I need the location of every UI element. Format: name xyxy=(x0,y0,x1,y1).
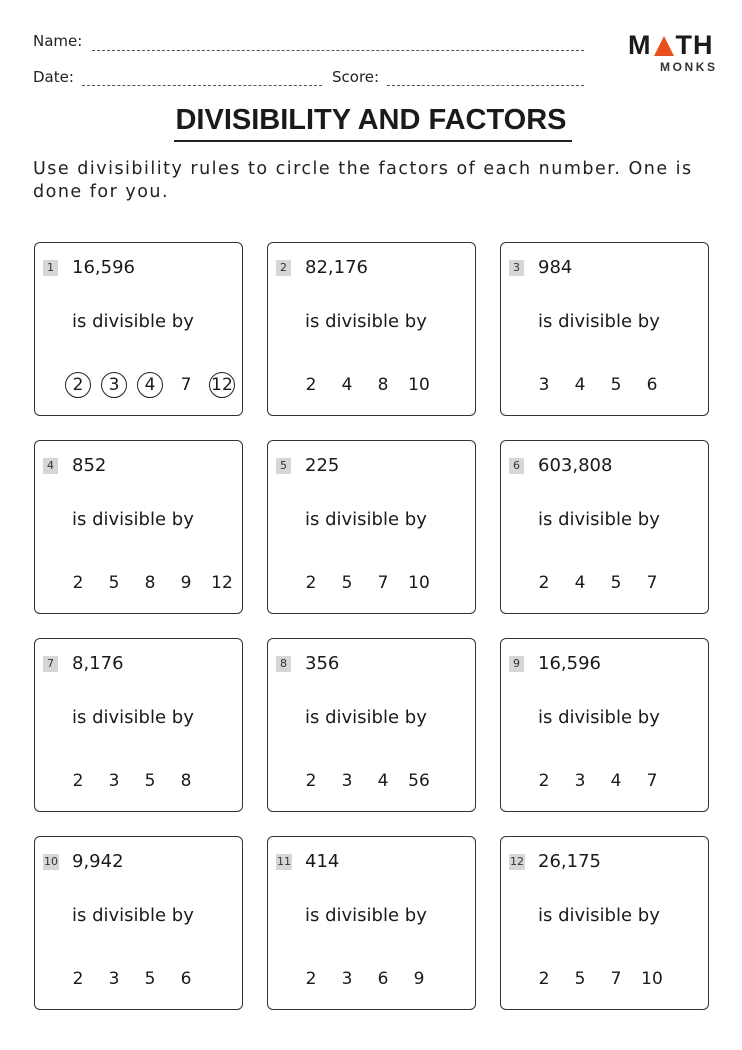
score-label: Score: xyxy=(332,68,380,86)
problem-prompt: is divisible by xyxy=(538,311,660,332)
problem-number: 3 xyxy=(509,260,524,276)
factor-option[interactable]: 12 xyxy=(211,573,233,593)
problem-card xyxy=(267,638,476,812)
math-monks-logo xyxy=(628,30,728,74)
factor-option-circled[interactable]: 4 xyxy=(137,372,163,398)
factor-option[interactable]: 6 xyxy=(377,969,389,989)
problem-card xyxy=(500,440,709,614)
factor-option[interactable]: 4 xyxy=(574,573,586,593)
problem-prompt: is divisible by xyxy=(72,311,194,332)
problem-prompt: is divisible by xyxy=(538,905,660,926)
factor-option[interactable]: 10 xyxy=(641,969,663,989)
problem-prompt: is divisible by xyxy=(538,707,660,728)
factor-option[interactable]: 10 xyxy=(408,375,430,395)
factor-option[interactable]: 2 xyxy=(72,573,84,593)
problem-card xyxy=(267,242,476,416)
title-underline xyxy=(174,140,572,142)
factor-option[interactable]: 5 xyxy=(108,573,120,593)
factor-option[interactable]: 2 xyxy=(305,573,317,593)
factor-option[interactable]: 3 xyxy=(341,771,353,791)
problem-card xyxy=(267,440,476,614)
factor-option[interactable]: 5 xyxy=(574,969,586,989)
date-label: Date: xyxy=(33,68,74,86)
factor-option[interactable]: 3 xyxy=(108,771,120,791)
problem-number: 2 xyxy=(276,260,291,276)
factor-option[interactable]: 2 xyxy=(305,375,317,395)
problem-value: 16,596 xyxy=(538,653,601,674)
factor-option-circled[interactable]: 12 xyxy=(209,372,235,398)
problem-prompt: is divisible by xyxy=(72,707,194,728)
problem-card xyxy=(500,638,709,812)
factor-option[interactable]: 9 xyxy=(180,573,192,593)
factor-option[interactable]: 5 xyxy=(144,969,156,989)
problem-value: 225 xyxy=(305,455,340,476)
problem-value: 26,175 xyxy=(538,851,601,872)
factor-option[interactable]: 4 xyxy=(341,375,353,395)
problem-prompt: is divisible by xyxy=(72,905,194,926)
factor-option[interactable]: 8 xyxy=(180,771,192,791)
factor-option[interactable]: 2 xyxy=(72,969,84,989)
problem-value: 356 xyxy=(305,653,340,674)
factor-option-circled[interactable]: 3 xyxy=(101,372,127,398)
factor-option[interactable]: 2 xyxy=(305,771,317,791)
problem-card xyxy=(34,638,243,812)
factor-option[interactable]: 10 xyxy=(408,573,430,593)
factor-option[interactable]: 6 xyxy=(180,969,192,989)
problem-prompt: is divisible by xyxy=(305,509,427,530)
factor-option[interactable]: 56 xyxy=(408,771,430,791)
factor-option[interactable]: 7 xyxy=(377,573,389,593)
problem-value: 603,808 xyxy=(538,455,613,476)
problem-number: 11 xyxy=(277,855,291,868)
problem-number: 5 xyxy=(276,458,291,474)
problem-number: 8 xyxy=(276,656,291,672)
problem-prompt: is divisible by xyxy=(538,509,660,530)
logo-text-right: TH xyxy=(675,30,714,60)
problem-value: 9,942 xyxy=(72,851,124,872)
problem-number: 9 xyxy=(509,656,524,672)
problem-number: 6 xyxy=(509,458,524,474)
factor-option[interactable]: 3 xyxy=(108,969,120,989)
instructions: Use divisibility rules to circle the factors of each number. One is done for you. xyxy=(33,159,693,202)
factor-option[interactable]: 6 xyxy=(646,375,658,395)
name-label: Name: xyxy=(33,32,83,50)
factor-option[interactable]: 2 xyxy=(538,969,550,989)
factor-option[interactable]: 2 xyxy=(538,771,550,791)
factor-option[interactable]: 4 xyxy=(610,771,622,791)
problem-prompt: is divisible by xyxy=(305,707,427,728)
factor-option[interactable]: 7 xyxy=(646,771,658,791)
factor-option[interactable]: 2 xyxy=(72,771,84,791)
factor-option[interactable]: 3 xyxy=(538,375,550,395)
page-title: DIVISIBILITY AND FACTORS xyxy=(175,104,567,136)
problem-number: 10 xyxy=(44,855,58,868)
factor-option[interactable]: 5 xyxy=(610,375,622,395)
triangle-logo-icon xyxy=(653,35,675,57)
problem-prompt: is divisible by xyxy=(72,509,194,530)
problem-prompt: is divisible by xyxy=(305,905,427,926)
factor-option[interactable]: 3 xyxy=(341,969,353,989)
factor-option[interactable]: 2 xyxy=(305,969,317,989)
logo-subtitle: MONKS xyxy=(660,60,718,74)
factor-option[interactable]: 5 xyxy=(610,573,622,593)
factor-option[interactable]: 5 xyxy=(144,771,156,791)
problem-value: 8,176 xyxy=(72,653,124,674)
problem-value: 82,176 xyxy=(305,257,368,278)
factor-option[interactable]: 7 xyxy=(610,969,622,989)
score-field[interactable] xyxy=(387,85,584,86)
problem-prompt: is divisible by xyxy=(305,311,427,332)
problem-number: 12 xyxy=(510,855,524,868)
problem-number: 7 xyxy=(43,656,58,672)
problem-card xyxy=(34,440,243,614)
problem-value: 852 xyxy=(72,455,107,476)
problem-card xyxy=(34,242,243,416)
factor-option[interactable]: 5 xyxy=(341,573,353,593)
problem-number: 1 xyxy=(43,260,58,276)
factor-option[interactable]: 8 xyxy=(144,573,156,593)
problem-card xyxy=(500,836,709,1010)
logo-text-left: M xyxy=(628,30,652,60)
factor-option[interactable]: 2 xyxy=(538,573,550,593)
factor-option-circled[interactable]: 2 xyxy=(65,372,91,398)
problem-value: 984 xyxy=(538,257,573,278)
date-field[interactable] xyxy=(82,85,322,86)
problem-card xyxy=(267,836,476,1010)
factor-option[interactable]: 7 xyxy=(180,375,192,395)
problem-value: 16,596 xyxy=(72,257,135,278)
factor-option[interactable]: 3 xyxy=(574,771,586,791)
factor-option[interactable]: 4 xyxy=(574,375,586,395)
problem-value: 414 xyxy=(305,851,340,872)
problem-card xyxy=(500,242,709,416)
problem-number: 4 xyxy=(43,458,58,474)
name-field[interactable] xyxy=(92,50,584,51)
factor-option[interactable]: 7 xyxy=(646,573,658,593)
factor-option[interactable]: 9 xyxy=(413,969,425,989)
factor-option[interactable]: 4 xyxy=(377,771,389,791)
problem-card xyxy=(34,836,243,1010)
factor-option[interactable]: 8 xyxy=(377,375,389,395)
